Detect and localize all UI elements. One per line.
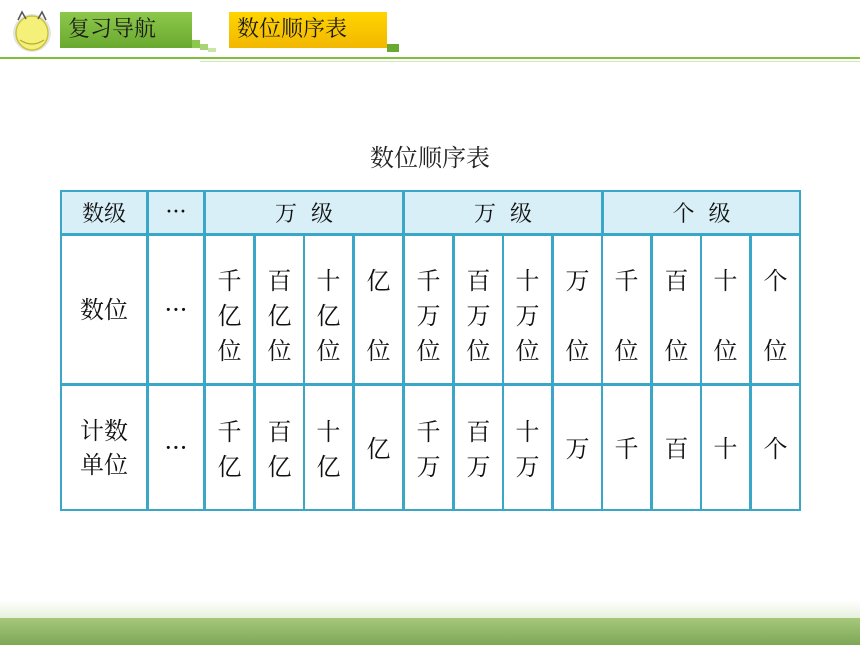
header-divider	[0, 57, 860, 59]
digit-cell	[700, 234, 751, 385]
unit-text	[355, 432, 402, 467]
digit-char: 位	[217, 337, 242, 365]
digit-char: 十	[515, 267, 540, 295]
unit-char: 千	[416, 418, 441, 446]
digit-text	[603, 264, 650, 369]
digit-char: 十	[316, 267, 341, 295]
digit-char: 万	[416, 302, 441, 330]
digit-char: 位	[267, 337, 292, 365]
unit-char: 百	[664, 435, 689, 463]
unit-text	[305, 415, 352, 485]
unit-char: 百	[267, 418, 292, 446]
digit-text	[455, 264, 502, 369]
digit-char: 位	[316, 337, 341, 365]
digit-char: 位	[763, 337, 788, 365]
unit-row-label-line1: 计数	[80, 416, 128, 445]
unit-text	[206, 415, 253, 485]
digit-char: 个	[763, 267, 788, 295]
digit-cell	[204, 234, 255, 385]
digit-row-label-cell	[60, 234, 148, 385]
unit-row-label-line2: 单位	[80, 450, 128, 479]
unit-char: 十	[713, 435, 738, 463]
digit-text	[702, 264, 749, 369]
header-bar	[0, 0, 860, 62]
unit-cell	[552, 384, 603, 511]
unit-char: 亿	[366, 435, 391, 463]
ellipsis: ···	[164, 433, 188, 462]
digit-text	[256, 264, 303, 369]
digit-text	[405, 264, 452, 369]
level-label: 万 级	[275, 202, 333, 227]
digit-char: 亿	[217, 302, 242, 330]
unit-text	[702, 432, 749, 467]
unit-text	[504, 415, 551, 485]
unit-cell	[403, 384, 454, 511]
digit-text	[752, 264, 799, 369]
digit-char: 百	[267, 267, 292, 295]
level-row-label-cell	[60, 190, 148, 235]
tab-stairs-decoration	[387, 44, 399, 52]
digit-char: 位	[416, 337, 441, 365]
level-label: 个 级	[672, 202, 731, 227]
unit-char: 万	[466, 453, 491, 481]
unit-text	[603, 432, 650, 467]
wan-level-cell-1	[204, 190, 404, 235]
unit-char: 个	[763, 435, 788, 463]
lemon-mascot-icon	[10, 8, 54, 54]
digit-cell	[502, 234, 553, 385]
unit-char: 万	[416, 453, 441, 481]
digit-char: 千	[614, 267, 639, 295]
digit-text	[355, 264, 402, 369]
unit-cell	[700, 384, 751, 511]
footer-fade	[0, 600, 860, 618]
unit-row-label	[62, 386, 146, 509]
footer-band	[0, 618, 860, 645]
digit-cell	[750, 234, 801, 385]
unit-char: 千	[217, 418, 242, 446]
digit-char: 位	[713, 337, 738, 365]
digit-char: 位	[664, 337, 689, 365]
unit-char: 十	[515, 418, 540, 446]
digit-char: 百	[466, 267, 491, 295]
level-row-label: 数级	[81, 202, 126, 227]
digit-char: 十	[713, 267, 738, 295]
unit-text	[455, 415, 502, 485]
unit-cell	[750, 384, 801, 511]
digit-char: 位	[366, 337, 391, 365]
digit-text	[206, 264, 253, 369]
unit-char: 亿	[217, 453, 242, 481]
digit-cell	[651, 234, 702, 385]
unit-char: 千	[614, 435, 639, 463]
unit-ellipsis-cell	[147, 384, 205, 511]
unit-text	[256, 415, 303, 485]
digit-char: 亿	[267, 302, 292, 330]
unit-text	[752, 432, 799, 467]
digit-cell	[303, 234, 354, 385]
unit-char: 亿	[316, 453, 341, 481]
unit-row-label-cell	[60, 384, 148, 511]
level-ellipsis-cell	[147, 190, 205, 235]
digit-text	[554, 264, 601, 369]
tab-stairs-decoration	[192, 12, 222, 52]
digit-char: 万	[565, 267, 590, 295]
digit-char: 千	[416, 267, 441, 295]
wan-level-cell-2	[403, 190, 603, 235]
digit-char: 位	[466, 337, 491, 365]
unit-cell	[651, 384, 702, 511]
digit-char: 亿	[366, 267, 391, 295]
unit-cell	[303, 384, 354, 511]
review-nav-tab[interactable]: 复习导航	[60, 12, 192, 48]
ellipsis: ···	[164, 295, 188, 324]
table-title: 数位顺序表	[370, 144, 490, 172]
header-divider-light	[200, 61, 860, 62]
unit-cell	[453, 384, 504, 511]
digit-text	[653, 264, 700, 369]
digit-text	[305, 264, 352, 369]
digit-char: 千	[217, 267, 242, 295]
digit-char: 万	[515, 302, 540, 330]
digit-char: 位	[565, 337, 590, 365]
digit-text	[504, 264, 551, 369]
digit-char: 百	[664, 267, 689, 295]
unit-cell	[254, 384, 305, 511]
unit-text	[405, 415, 452, 485]
current-topic-tab[interactable]: 数位顺序表	[229, 12, 387, 48]
unit-cell	[601, 384, 652, 511]
digit-cell	[403, 234, 454, 385]
digit-cell	[353, 234, 404, 385]
unit-char: 十	[316, 418, 341, 446]
unit-text	[554, 432, 601, 467]
digit-char: 位	[515, 337, 540, 365]
digit-char: 位	[614, 337, 639, 365]
digit-cell	[552, 234, 603, 385]
ge-level-cell	[602, 190, 801, 235]
digit-ellipsis-cell	[147, 234, 205, 385]
digit-cell	[254, 234, 305, 385]
unit-char: 万	[565, 435, 590, 463]
unit-char: 万	[515, 453, 540, 481]
digit-char: 万	[466, 302, 491, 330]
unit-char: 亿	[267, 453, 292, 481]
digit-cell	[601, 234, 652, 385]
digit-cell	[453, 234, 504, 385]
unit-char: 百	[466, 418, 491, 446]
digit-row-label: 数位	[80, 295, 128, 324]
unit-text	[653, 432, 700, 467]
unit-cell	[204, 384, 255, 511]
ellipsis: ···	[165, 200, 187, 225]
unit-cell	[353, 384, 404, 511]
unit-cell	[502, 384, 553, 511]
digit-char: 亿	[316, 302, 341, 330]
level-label: 万 级	[474, 202, 532, 227]
